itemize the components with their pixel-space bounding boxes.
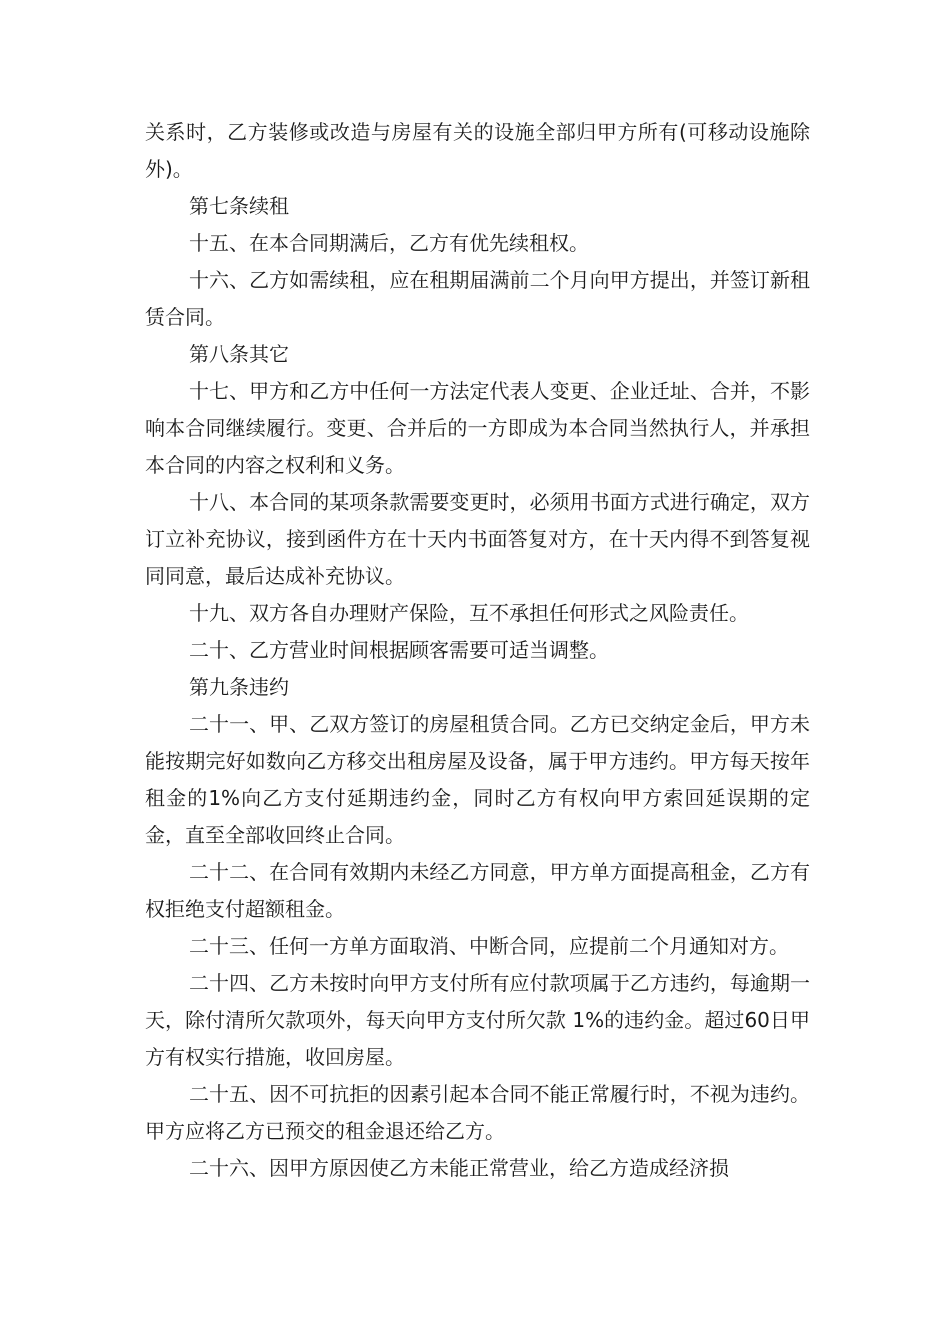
paragraph-continuation: 关系时，乙方装修或改造与房屋有关的设施全部归甲方所有(可移动设施除外)。 — [145, 120, 810, 181]
clause-26: 二十六、因甲方原因使乙方未能正常营业，给乙方造成经济损 — [189, 1156, 729, 1180]
clause-17: 十七、甲方和乙方中任何一方法定代表人变更、企业迁址、合并，不影响本合同继续履行。变更、合并后的一方即成为本合同当然执行人，并承担本合同的内容之权利和义务。 — [145, 379, 810, 477]
document-body — [145, 114, 810, 1187]
article-heading-7: 第七条续租 — [189, 194, 289, 218]
clause-20: 二十、乙方营业时间根据顾客需要可适当调整。 — [189, 638, 609, 662]
article-heading-9: 第九条违约 — [189, 675, 289, 699]
clause-24: 二十四、乙方未按时向甲方支付所有应付款项属于乙方违约，每逾期一天，除付清所欠款项外，每天向甲方支付所欠款 1%的违约金。超过60日甲方有权实行措施，收回房屋。 — [145, 971, 810, 1069]
clause-23: 二十三、任何一方单方面取消、中断合同，应提前二个月通知对方。 — [189, 934, 789, 958]
clause-25: 二十五、因不可抗拒的因素引起本合同不能正常履行时，不视为违约。甲方应将乙方已预交的租金退还给乙方。 — [145, 1082, 810, 1143]
article-heading-8: 第八条其它 — [189, 342, 289, 366]
clause-16: 十六、乙方如需续租，应在租期届满前二个月向甲方提出，并签订新租赁合同。 — [145, 268, 810, 329]
clause-18: 十八、本合同的某项条款需要变更时，必须用书面方式进行确定，双方订立补充协议，接到函件方在十天内书面答复对方，在十天内得不到答复视同同意，最后达成补充协议。 — [145, 490, 810, 588]
clause-19: 十九、双方各自办理财产保险，互不承担任何形式之风险责任。 — [189, 601, 749, 625]
clause-15: 十五、在本合同期满后，乙方有优先续租权。 — [189, 231, 589, 255]
clause-22: 二十二、在合同有效期内未经乙方同意，甲方单方面提高租金，乙方有权拒绝支付超额租金。 — [145, 860, 810, 921]
clause-21: 二十一、甲、乙双方签订的房屋租赁合同。乙方已交纳定金后，甲方未能按期完好如数向乙方移交出租房屋及设备，属于甲方违约。甲方每天按年租金的1%向乙方支付延期违约金，同时乙方有权向甲方索回延误期的定金，直至全部收回终止合同。 — [145, 712, 810, 847]
